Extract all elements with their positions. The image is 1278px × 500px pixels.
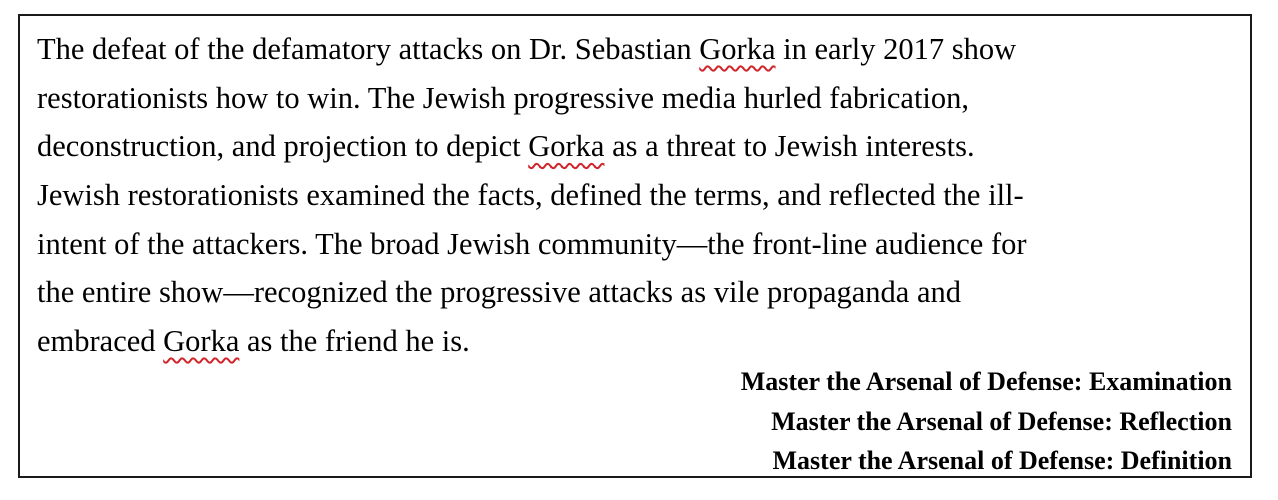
line-text: The defeat of the defamatory attacks on Dr. Sebastian: [37, 32, 700, 66]
paragraph-line: [37, 25, 1242, 74]
paragraph-line: [37, 171, 1242, 220]
line-text: Jewish restorationists examined the facts, defined the terms, and reflected the ill-: [37, 178, 1024, 213]
link-reflection[interactable]: Master the Arsenal of Defense: Reflection: [771, 406, 1232, 436]
line-text: as the friend he is.: [239, 324, 470, 359]
line-text: the entire show—recognized the progressive attacks as vile propaganda and: [37, 275, 961, 310]
misspelled-word[interactable]: Gorka: [699, 32, 776, 66]
line-text: restorationists how to win. The Jewish progressive media hurled fabrication,: [37, 80, 970, 115]
paragraph-line: [37, 122, 1242, 171]
line-text: as a threat to Jewish interests.: [604, 129, 975, 164]
line-text: deconstruction, and projection to depict: [37, 129, 529, 164]
line-text: in early 2017 show: [775, 32, 1017, 66]
paragraph-line: [37, 74, 1242, 123]
misspelled-word[interactable]: Gorka: [163, 324, 240, 359]
link-definition[interactable]: Master the Arsenal of Defense: Definition: [772, 446, 1232, 475]
paragraph-line: [37, 220, 1242, 269]
text-box: [18, 14, 1252, 478]
paragraph-line: [37, 268, 1242, 317]
line-text: embraced: [37, 324, 164, 359]
line-text: intent of the attackers. The broad Jewish community—the front-line audience for: [37, 226, 1027, 261]
link-examination[interactable]: Master the Arsenal of Defense: Examination: [740, 367, 1232, 396]
paragraph-line: [37, 317, 1242, 366]
related-links: [741, 362, 1232, 481]
misspelled-word[interactable]: Gorka: [528, 129, 605, 164]
body-paragraph: [37, 25, 1242, 366]
